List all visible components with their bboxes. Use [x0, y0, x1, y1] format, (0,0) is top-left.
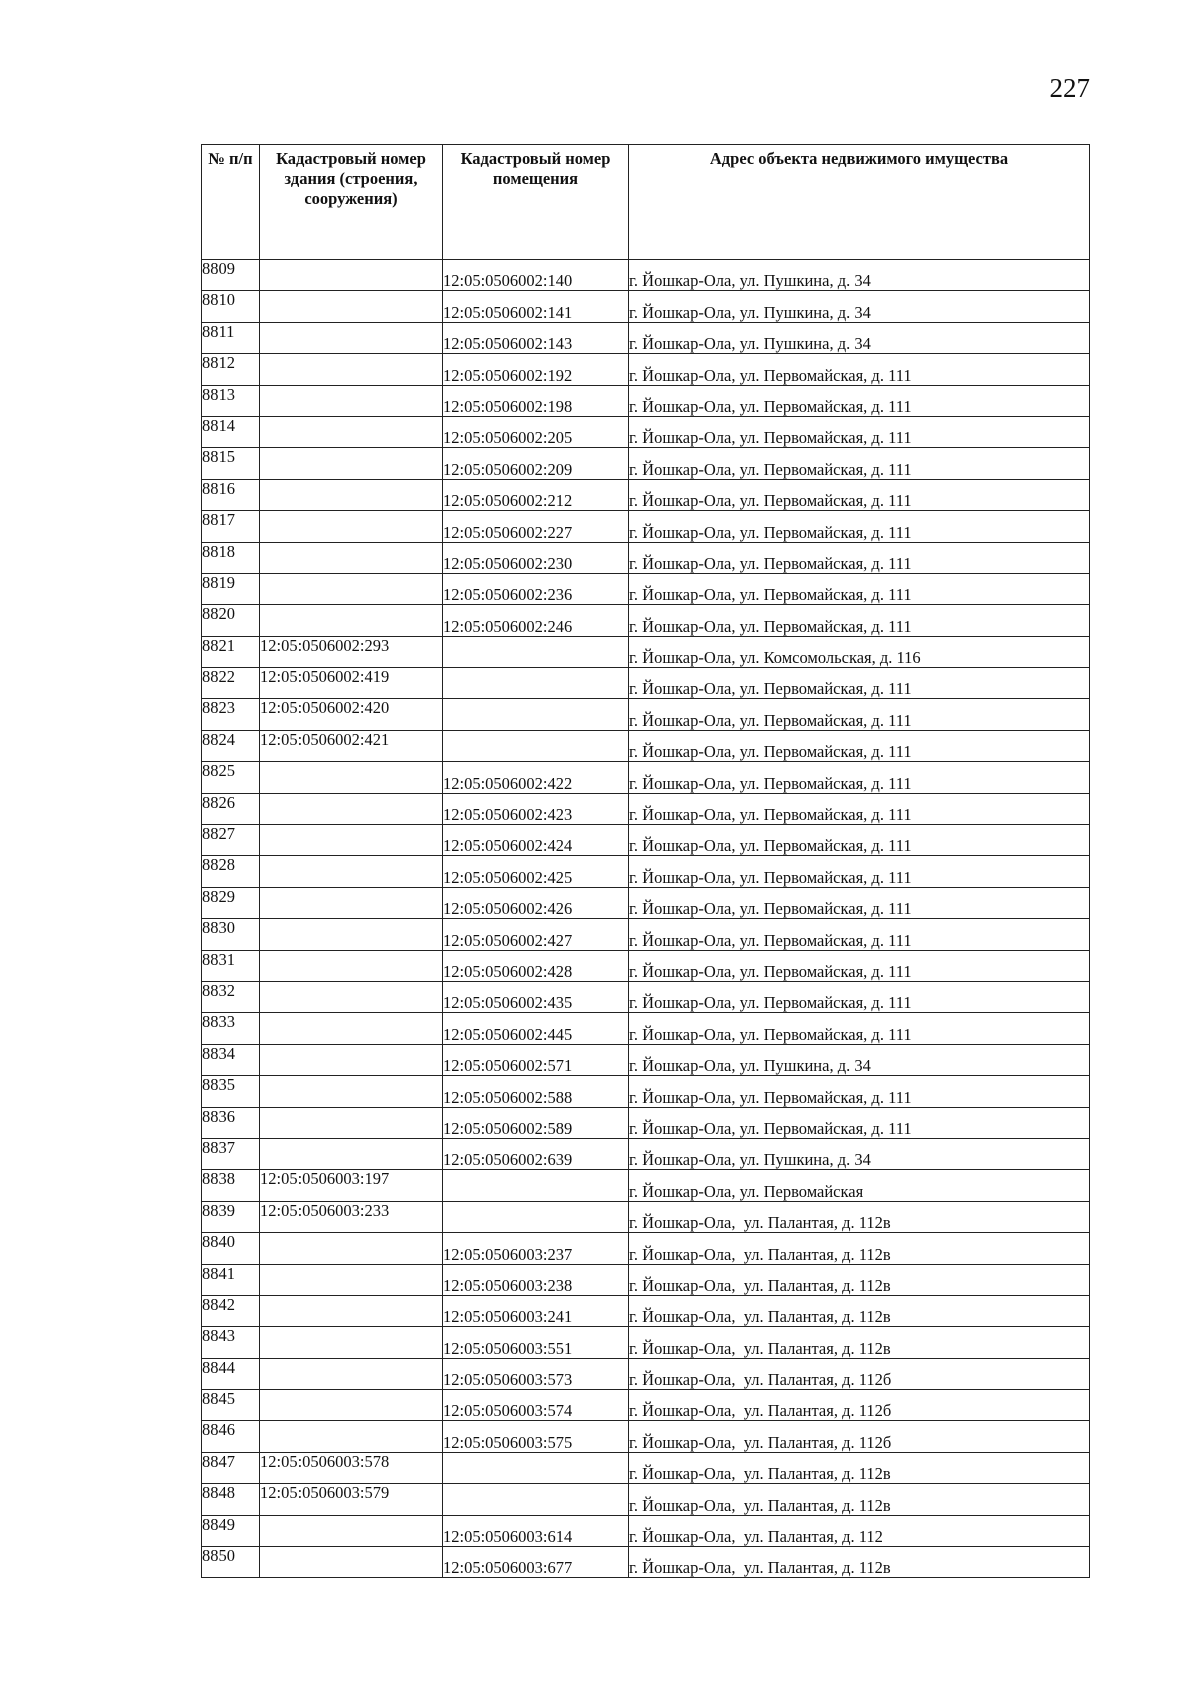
address-cell: г. Йошкар-Ола, ул. Пушкина, д. 34 [629, 1138, 1090, 1169]
row-number-cell: 8822 [202, 668, 260, 699]
row-number-cell: 8818 [202, 542, 260, 573]
address-cell: г. Йошкар-Ола, ул. Пушкина, д. 34 [629, 291, 1090, 322]
building-cadastral-cell [260, 1076, 443, 1107]
address-cell: г. Йошкар-Ола, ул. Пушкина, д. 34 [629, 322, 1090, 353]
row-number-cell: 8847 [202, 1452, 260, 1483]
table-row [202, 416, 1090, 447]
table-row [202, 479, 1090, 510]
room-cadastral-cell: 12:05:0506003:573 [443, 1358, 629, 1389]
address-cell: г. Йошкар-Ола, ул. Палантая, д. 112в [629, 1547, 1090, 1578]
building-cadastral-cell [260, 416, 443, 447]
address-cell: г. Йошкар-Ола, ул. Палантая, д. 112б [629, 1358, 1090, 1389]
table-row [202, 1170, 1090, 1201]
table-row [202, 1013, 1090, 1044]
header-num: № п/п [202, 145, 260, 260]
table-row [202, 605, 1090, 636]
room-cadastral-cell: 12:05:0506002:143 [443, 322, 629, 353]
room-cadastral-cell: 12:05:0506002:422 [443, 762, 629, 793]
table-row [202, 511, 1090, 542]
building-cadastral-cell [260, 1358, 443, 1389]
building-cadastral-cell [260, 322, 443, 353]
table-row [202, 260, 1090, 291]
building-cadastral-cell [260, 1264, 443, 1295]
page-number: 227 [1049, 73, 1090, 103]
table-row [202, 1547, 1090, 1578]
table-row [202, 1076, 1090, 1107]
row-number-cell: 8839 [202, 1201, 260, 1232]
row-number-cell: 8845 [202, 1390, 260, 1421]
table-row [202, 291, 1090, 322]
row-number-cell: 8846 [202, 1421, 260, 1452]
building-cadastral-cell: 12:05:0506002:293 [260, 636, 443, 667]
row-number-cell: 8811 [202, 322, 260, 353]
row-number-cell: 8834 [202, 1044, 260, 1075]
building-cadastral-cell [260, 1107, 443, 1138]
address-cell: г. Йошкар-Ола, ул. Первомайская, д. 111 [629, 793, 1090, 824]
room-cadastral-cell: 12:05:0506002:425 [443, 856, 629, 887]
room-cadastral-cell: 12:05:0506003:551 [443, 1327, 629, 1358]
row-number-cell: 8842 [202, 1295, 260, 1326]
row-number-cell: 8831 [202, 950, 260, 981]
address-cell: г. Йошкар-Ола, ул. Первомайская, д. 111 [629, 542, 1090, 573]
table-row [202, 919, 1090, 950]
room-cadastral-cell [443, 1170, 629, 1201]
address-cell: г. Йошкар-Ола, ул. Первомайская, д. 111 [629, 354, 1090, 385]
address-cell: г. Йошкар-Ола, ул. Первомайская [629, 1170, 1090, 1201]
building-cadastral-cell [260, 291, 443, 322]
row-number-cell: 8838 [202, 1170, 260, 1201]
address-cell: г. Йошкар-Ола, ул. Палантая, д. 112б [629, 1421, 1090, 1452]
address-cell: г. Йошкар-Ола, ул. Первомайская, д. 111 [629, 573, 1090, 604]
room-cadastral-cell: 12:05:0506002:246 [443, 605, 629, 636]
row-number-cell: 8817 [202, 511, 260, 542]
building-cadastral-cell: 12:05:0506003:233 [260, 1201, 443, 1232]
room-cadastral-cell: 12:05:0506002:428 [443, 950, 629, 981]
room-cadastral-cell: 12:05:0506003:241 [443, 1295, 629, 1326]
room-cadastral-cell: 12:05:0506002:209 [443, 448, 629, 479]
room-cadastral-cell: 12:05:0506002:141 [443, 291, 629, 322]
address-cell: г. Йошкар-Ола, ул. Первомайская, д. 111 [629, 605, 1090, 636]
room-cadastral-cell: 12:05:0506002:227 [443, 511, 629, 542]
room-cadastral-cell: 12:05:0506002:445 [443, 1013, 629, 1044]
building-cadastral-cell [260, 919, 443, 950]
address-cell: г. Йошкар-Ола, ул. Первомайская, д. 111 [629, 825, 1090, 856]
room-cadastral-cell: 12:05:0506002:588 [443, 1076, 629, 1107]
row-number-cell: 8815 [202, 448, 260, 479]
building-cadastral-cell [260, 825, 443, 856]
table-row [202, 950, 1090, 981]
address-cell: г. Йошкар-Ола, ул. Пушкина, д. 34 [629, 260, 1090, 291]
table-row [202, 1515, 1090, 1546]
address-cell: г. Йошкар-Ола, ул. Пушкина, д. 34 [629, 1044, 1090, 1075]
row-number-cell: 8849 [202, 1515, 260, 1546]
room-cadastral-cell: 12:05:0506002:140 [443, 260, 629, 291]
building-cadastral-cell [260, 762, 443, 793]
address-cell: г. Йошкар-Ола, ул. Первомайская, д. 111 [629, 1076, 1090, 1107]
address-cell: г. Йошкар-Ола, ул. Первомайская, д. 111 [629, 1013, 1090, 1044]
table-row [202, 825, 1090, 856]
address-cell: г. Йошкар-Ола, ул. Палантая, д. 112в [629, 1264, 1090, 1295]
building-cadastral-cell [260, 1390, 443, 1421]
row-number-cell: 8841 [202, 1264, 260, 1295]
room-cadastral-cell [443, 699, 629, 730]
building-cadastral-cell [260, 479, 443, 510]
row-number-cell: 8850 [202, 1547, 260, 1578]
room-cadastral-cell: 12:05:0506003:614 [443, 1515, 629, 1546]
room-cadastral-cell: 12:05:0506002:192 [443, 354, 629, 385]
room-cadastral-cell [443, 1201, 629, 1232]
registry-table [201, 144, 1090, 1578]
building-cadastral-cell [260, 605, 443, 636]
address-cell: г. Йошкар-Ола, ул. Палантая, д. 112в [629, 1484, 1090, 1515]
row-number-cell: 8826 [202, 793, 260, 824]
table-header-row [202, 145, 1090, 260]
address-cell: г. Йошкар-Ола, ул. Первомайская, д. 111 [629, 668, 1090, 699]
room-cadastral-cell: 12:05:0506002:205 [443, 416, 629, 447]
table-row [202, 1327, 1090, 1358]
table-row [202, 1421, 1090, 1452]
address-cell: г. Йошкар-Ола, ул. Палантая, д. 112в [629, 1201, 1090, 1232]
address-cell: г. Йошкар-Ола, ул. Первомайская, д. 111 [629, 479, 1090, 510]
building-cadastral-cell [260, 1044, 443, 1075]
header-building-cadastral: Кадастровый номер здания (строения, сооружения) [260, 145, 443, 260]
table-row [202, 573, 1090, 604]
table-row [202, 542, 1090, 573]
room-cadastral-cell [443, 668, 629, 699]
row-number-cell: 8821 [202, 636, 260, 667]
building-cadastral-cell: 12:05:0506003:579 [260, 1484, 443, 1515]
address-cell: г. Йошкар-Ола, ул. Палантая, д. 112б [629, 1390, 1090, 1421]
table-row [202, 1201, 1090, 1232]
building-cadastral-cell [260, 573, 443, 604]
address-cell: г. Йошкар-Ола, ул. Первомайская, д. 111 [629, 385, 1090, 416]
room-cadastral-cell: 12:05:0506002:212 [443, 479, 629, 510]
building-cadastral-cell [260, 887, 443, 918]
table-row [202, 793, 1090, 824]
room-cadastral-cell [443, 1484, 629, 1515]
address-cell: г. Йошкар-Ола, ул. Первомайская, д. 111 [629, 919, 1090, 950]
row-number-cell: 8843 [202, 1327, 260, 1358]
building-cadastral-cell [260, 511, 443, 542]
row-number-cell: 8832 [202, 981, 260, 1012]
building-cadastral-cell: 12:05:0506003:197 [260, 1170, 443, 1201]
address-cell: г. Йошкар-Ола, ул. Палантая, д. 112в [629, 1233, 1090, 1264]
table-row [202, 1264, 1090, 1295]
building-cadastral-cell [260, 354, 443, 385]
address-cell: г. Йошкар-Ола, ул. Палантая, д. 112 [629, 1515, 1090, 1546]
room-cadastral-cell: 12:05:0506003:575 [443, 1421, 629, 1452]
row-number-cell: 8812 [202, 354, 260, 385]
address-cell: г. Йошкар-Ола, ул. Первомайская, д. 111 [629, 856, 1090, 887]
table-body [202, 260, 1090, 1578]
table-row [202, 762, 1090, 793]
address-cell: г. Йошкар-Ола, ул. Первомайская, д. 111 [629, 762, 1090, 793]
table-row [202, 668, 1090, 699]
room-cadastral-cell: 12:05:0506003:677 [443, 1547, 629, 1578]
building-cadastral-cell [260, 260, 443, 291]
room-cadastral-cell: 12:05:0506002:426 [443, 887, 629, 918]
row-number-cell: 8819 [202, 573, 260, 604]
row-number-cell: 8844 [202, 1358, 260, 1389]
row-number-cell: 8833 [202, 1013, 260, 1044]
table-row [202, 1044, 1090, 1075]
table-row [202, 1107, 1090, 1138]
address-cell: г. Йошкар-Ола, ул. Первомайская, д. 111 [629, 1107, 1090, 1138]
building-cadastral-cell [260, 1421, 443, 1452]
room-cadastral-cell: 12:05:0506002:589 [443, 1107, 629, 1138]
table-row [202, 1484, 1090, 1515]
room-cadastral-cell: 12:05:0506003:237 [443, 1233, 629, 1264]
address-cell: г. Йошкар-Ола, ул. Первомайская, д. 111 [629, 699, 1090, 730]
address-cell: г. Йошкар-Ола, ул. Палантая, д. 112в [629, 1295, 1090, 1326]
address-cell: г. Йошкар-Ола, ул. Первомайская, д. 111 [629, 416, 1090, 447]
table-row [202, 1452, 1090, 1483]
room-cadastral-cell: 12:05:0506002:230 [443, 542, 629, 573]
room-cadastral-cell: 12:05:0506002:435 [443, 981, 629, 1012]
room-cadastral-cell: 12:05:0506003:238 [443, 1264, 629, 1295]
table-row [202, 856, 1090, 887]
row-number-cell: 8837 [202, 1138, 260, 1169]
room-cadastral-cell: 12:05:0506002:423 [443, 793, 629, 824]
room-cadastral-cell: 12:05:0506002:424 [443, 825, 629, 856]
table-row [202, 636, 1090, 667]
room-cadastral-cell: 12:05:0506002:639 [443, 1138, 629, 1169]
building-cadastral-cell [260, 793, 443, 824]
building-cadastral-cell: 12:05:0506002:420 [260, 699, 443, 730]
row-number-cell: 8816 [202, 479, 260, 510]
building-cadastral-cell: 12:05:0506002:421 [260, 730, 443, 761]
row-number-cell: 8810 [202, 291, 260, 322]
table-row [202, 448, 1090, 479]
header-address: Адрес объекта недвижимого имущества [629, 145, 1090, 260]
table-row [202, 1233, 1090, 1264]
building-cadastral-cell [260, 1295, 443, 1326]
address-cell: г. Йошкар-Ола, ул. Комсомольская, д. 116 [629, 636, 1090, 667]
table-row [202, 1295, 1090, 1326]
row-number-cell: 8825 [202, 762, 260, 793]
row-number-cell: 8829 [202, 887, 260, 918]
table-row [202, 887, 1090, 918]
address-cell: г. Йошкар-Ола, ул. Первомайская, д. 111 [629, 887, 1090, 918]
room-cadastral-cell [443, 730, 629, 761]
address-cell: г. Йошкар-Ола, ул. Первомайская, д. 111 [629, 448, 1090, 479]
header-room-cadastral: Кадастровый номер помещения [443, 145, 629, 260]
room-cadastral-cell: 12:05:0506002:236 [443, 573, 629, 604]
address-cell: г. Йошкар-Ола, ул. Первомайская, д. 111 [629, 950, 1090, 981]
building-cadastral-cell [260, 950, 443, 981]
row-number-cell: 8840 [202, 1233, 260, 1264]
row-number-cell: 8809 [202, 260, 260, 291]
room-cadastral-cell: 12:05:0506003:574 [443, 1390, 629, 1421]
building-cadastral-cell [260, 1327, 443, 1358]
table-row [202, 1358, 1090, 1389]
room-cadastral-cell: 12:05:0506002:198 [443, 385, 629, 416]
table-row [202, 322, 1090, 353]
row-number-cell: 8828 [202, 856, 260, 887]
row-number-cell: 8835 [202, 1076, 260, 1107]
building-cadastral-cell [260, 1515, 443, 1546]
address-cell: г. Йошкар-Ола, ул. Первомайская, д. 111 [629, 730, 1090, 761]
table-row [202, 385, 1090, 416]
building-cadastral-cell [260, 1013, 443, 1044]
row-number-cell: 8814 [202, 416, 260, 447]
row-number-cell: 8823 [202, 699, 260, 730]
table-row [202, 699, 1090, 730]
address-cell: г. Йошкар-Ола, ул. Первомайская, д. 111 [629, 511, 1090, 542]
building-cadastral-cell [260, 1138, 443, 1169]
building-cadastral-cell [260, 1233, 443, 1264]
building-cadastral-cell [260, 981, 443, 1012]
room-cadastral-cell: 12:05:0506002:571 [443, 1044, 629, 1075]
building-cadastral-cell [260, 542, 443, 573]
row-number-cell: 8827 [202, 825, 260, 856]
room-cadastral-cell: 12:05:0506002:427 [443, 919, 629, 950]
building-cadastral-cell [260, 448, 443, 479]
row-number-cell: 8824 [202, 730, 260, 761]
row-number-cell: 8830 [202, 919, 260, 950]
table-row [202, 981, 1090, 1012]
row-number-cell: 8848 [202, 1484, 260, 1515]
building-cadastral-cell [260, 1547, 443, 1578]
row-number-cell: 8820 [202, 605, 260, 636]
room-cadastral-cell [443, 1452, 629, 1483]
address-cell: г. Йошкар-Ола, ул. Первомайская, д. 111 [629, 981, 1090, 1012]
table-row [202, 1390, 1090, 1421]
row-number-cell: 8836 [202, 1107, 260, 1138]
building-cadastral-cell: 12:05:0506002:419 [260, 668, 443, 699]
address-cell: г. Йошкар-Ола, ул. Палантая, д. 112в [629, 1452, 1090, 1483]
table-row [202, 1138, 1090, 1169]
table-row [202, 354, 1090, 385]
address-cell: г. Йошкар-Ола, ул. Палантая, д. 112в [629, 1327, 1090, 1358]
row-number-cell: 8813 [202, 385, 260, 416]
building-cadastral-cell: 12:05:0506003:578 [260, 1452, 443, 1483]
building-cadastral-cell [260, 385, 443, 416]
room-cadastral-cell [443, 636, 629, 667]
table-row [202, 730, 1090, 761]
building-cadastral-cell [260, 856, 443, 887]
